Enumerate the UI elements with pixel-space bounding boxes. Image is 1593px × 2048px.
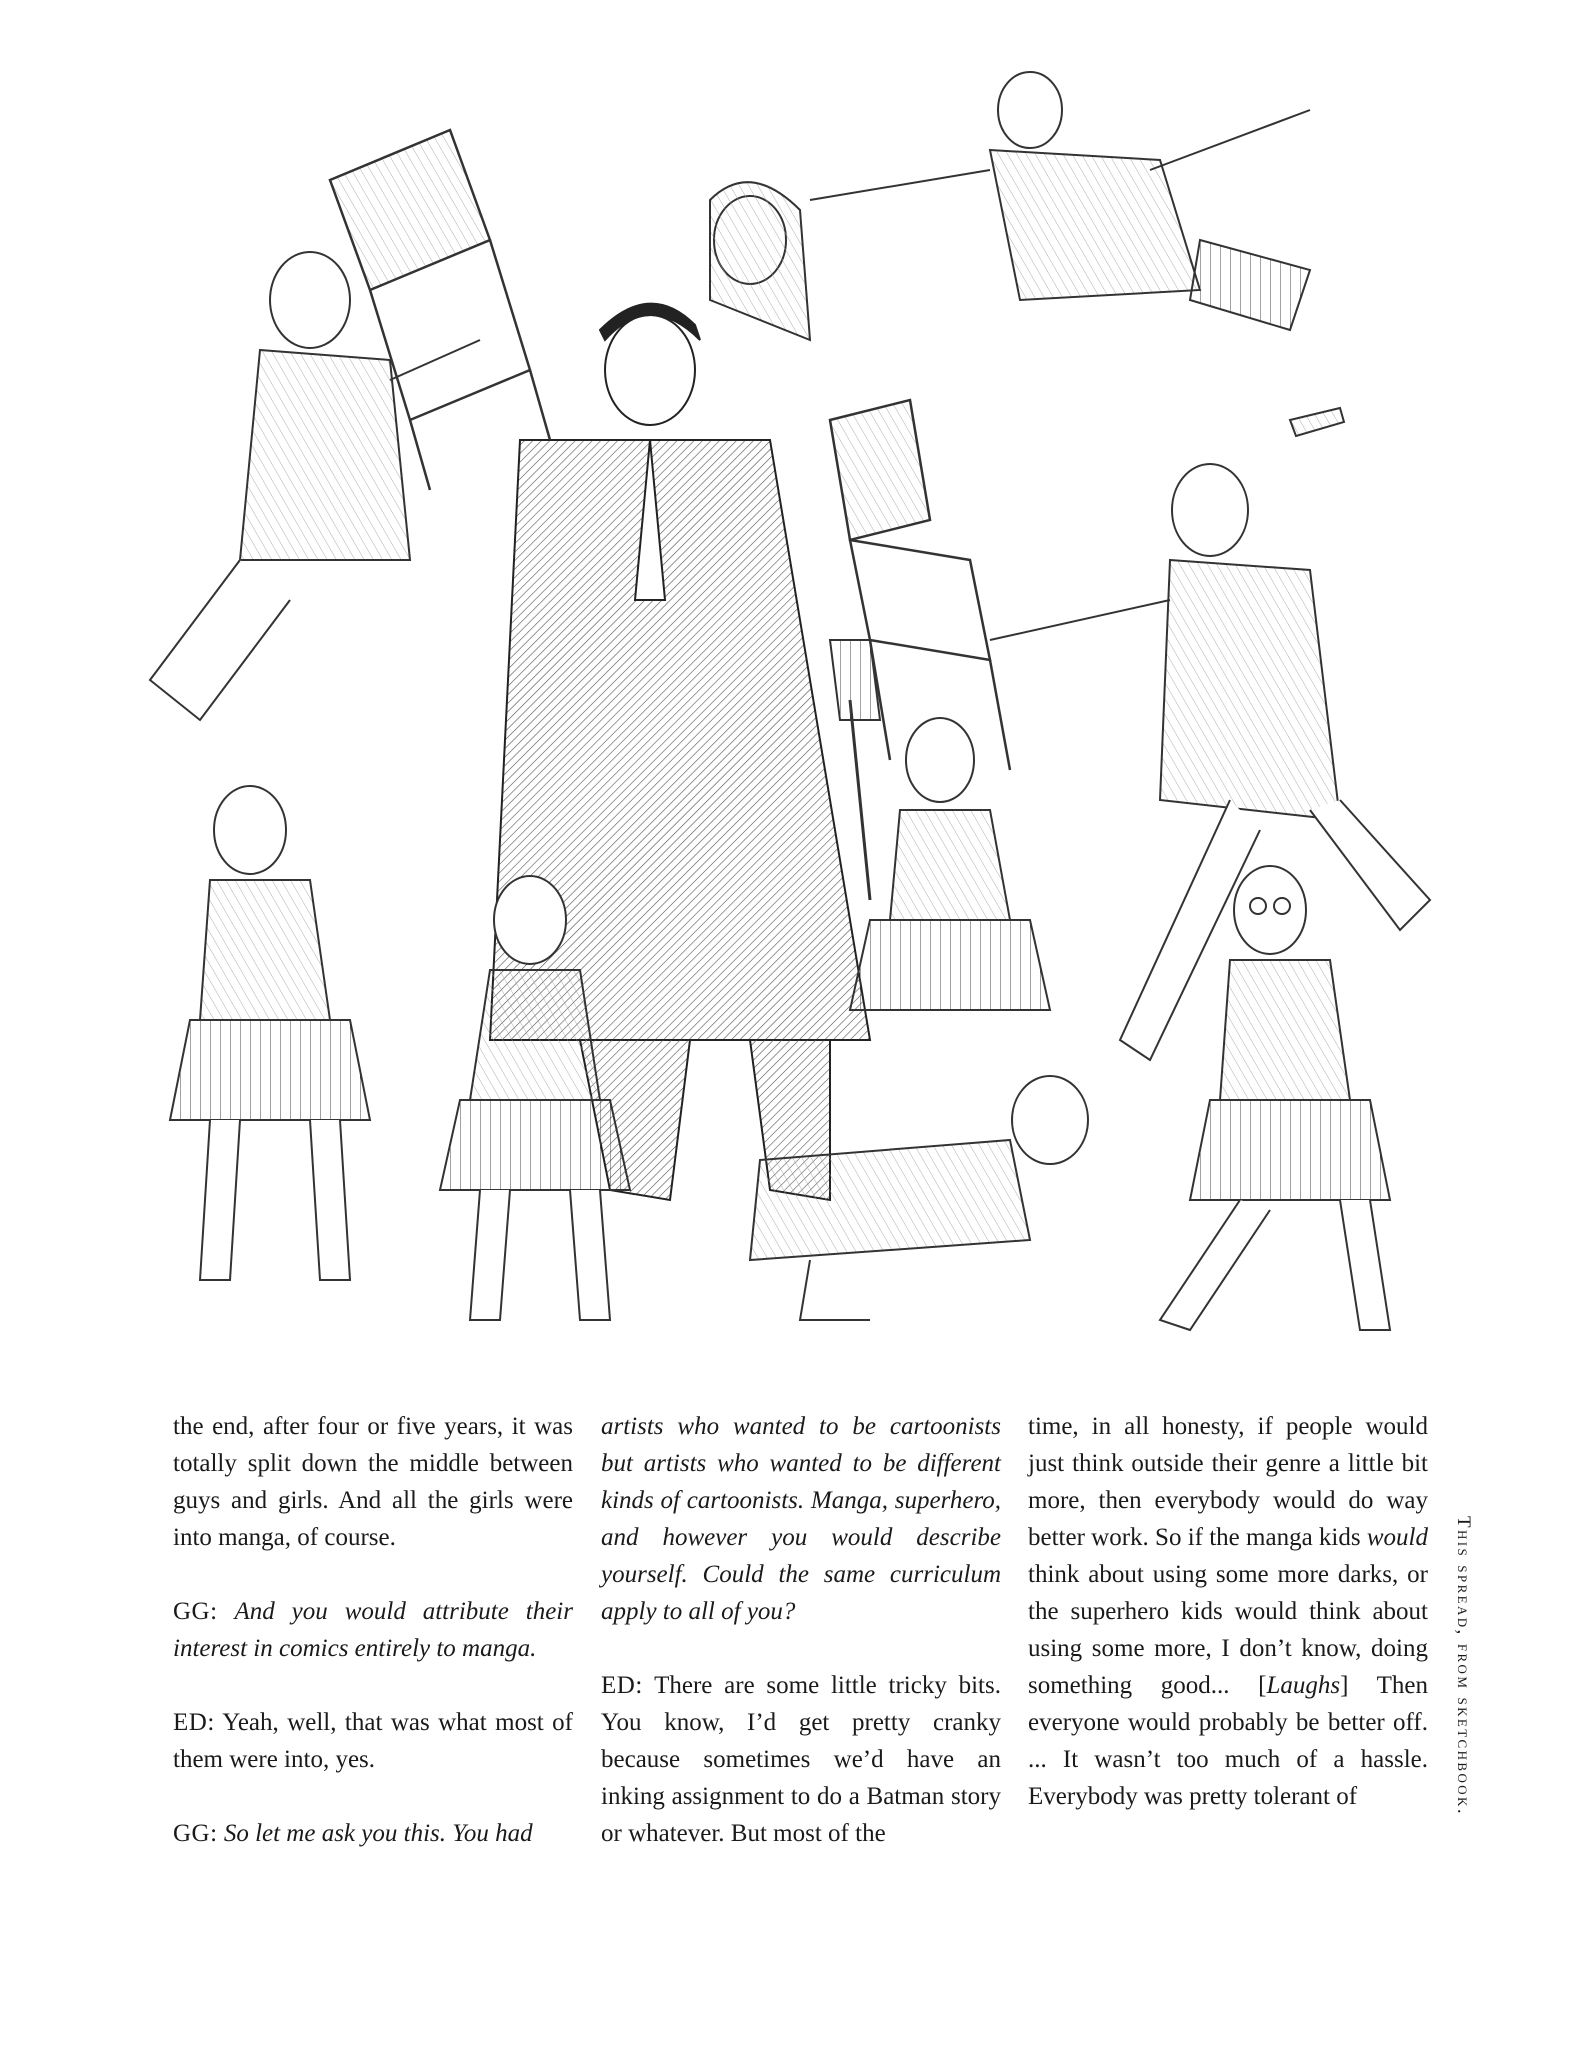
- boy-right: [990, 464, 1430, 1060]
- side-caption: This spread, from sketchbook.: [1453, 1516, 1474, 1816]
- flying-slipper: [1290, 408, 1344, 436]
- text-column-3: [1028, 1408, 1428, 1815]
- paragraph-text: And you would attribute their interest in comics entirely to manga.: [173, 1598, 573, 1662]
- paragraph-text: There are some little tricky bits. You know, I’d get pretty cranky because sometimes we’d have an inking assignment to do a Batman story or whatever. But most of the: [601, 1672, 1001, 1847]
- paragraph-text-part: ] Then everyone would probably be better off. ... It wasn’t too much of a hassle. Everybody was pretty tolerant of: [1028, 1672, 1428, 1810]
- paragraph: [173, 1815, 573, 1852]
- paragraph-text: the end, after four or five years, it was totally split down the middle between guys and girls. And all the girls were into manga, of course.: [173, 1413, 573, 1551]
- flying-figure: [810, 72, 1310, 330]
- girl-broom: [830, 640, 1050, 1010]
- text-column-2: [601, 1408, 1001, 1852]
- paragraph: [1028, 1408, 1428, 1815]
- paragraph: [173, 1408, 573, 1556]
- emphasis-text: would: [1366, 1524, 1428, 1551]
- girl-top-center: [710, 182, 810, 340]
- emphasis-text: Laughs: [1266, 1672, 1341, 1699]
- girl-left-bottom: [170, 786, 370, 1280]
- paragraph-text: Yeah, well, that was what most of them were into, yes.: [173, 1709, 573, 1773]
- paragraph: [173, 1704, 573, 1778]
- speaker-label: GG:: [173, 1820, 218, 1847]
- brawl-drawing: [110, 40, 1490, 1340]
- paragraph-text: So let me ask you this. You had: [223, 1820, 533, 1847]
- paragraph-text-part: think about using some more darks, or the superhero kids would think about using some more, I don’t know, doing something good... [: [1028, 1561, 1428, 1699]
- paragraph: [173, 1593, 573, 1667]
- text-column-1: [173, 1408, 573, 1852]
- paragraph: [601, 1667, 1001, 1852]
- paragraph-text: artists who wanted to be cartoonists but artists who wanted to be different kinds of cartoonists. Manga, superhero, and however you would describe yourself. Could the same curriculum apply to all of you?: [601, 1413, 1001, 1625]
- paragraph-text-part: time, in all honesty, if people would just think outside their genre a little bit more, then everybody would do way better work. So if the manga kids: [1028, 1413, 1428, 1551]
- speaker-label: GG:: [173, 1598, 218, 1625]
- boy-top-left: [150, 252, 480, 720]
- speaker-label: ED:: [173, 1709, 215, 1736]
- speaker-label: ED:: [601, 1672, 643, 1699]
- illustration: [110, 40, 1490, 1340]
- paragraph: [601, 1408, 1001, 1630]
